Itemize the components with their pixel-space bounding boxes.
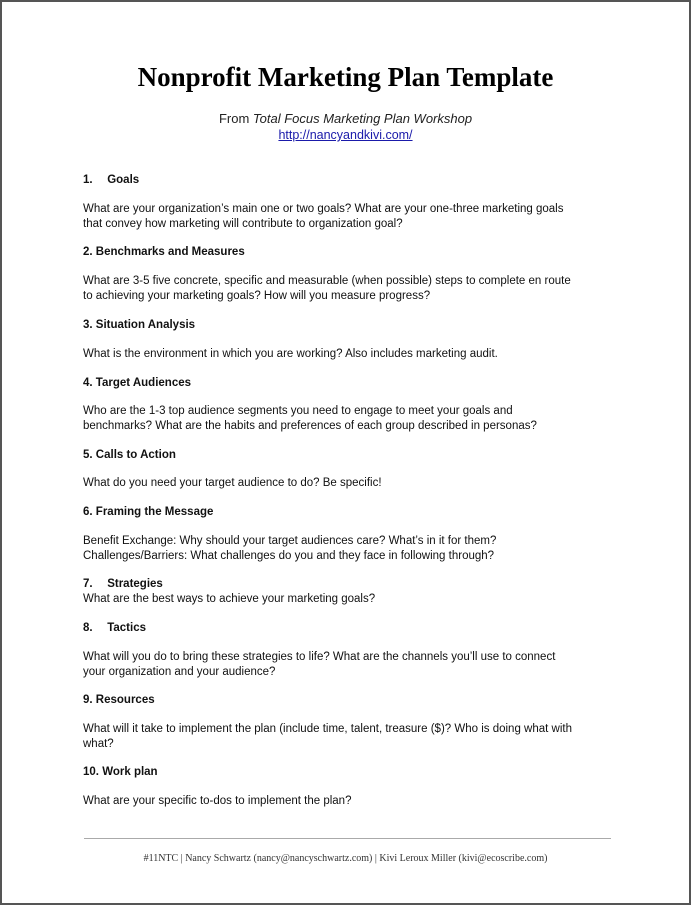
section-heading-tactics <box>83 622 146 634</box>
section-number: 9. <box>83 694 93 706</box>
section-body-target-audiences <box>83 404 618 433</box>
section-title: Target Audiences <box>95 377 192 389</box>
section-number: 6. <box>83 506 93 518</box>
page-title: Nonprofit Marketing Plan Template <box>137 62 554 92</box>
section-heading-work-plan <box>83 766 158 778</box>
section-heading-situation-analysis <box>83 319 195 331</box>
section-title: Work plan <box>102 766 158 778</box>
body-line: What are 3-5 five concrete, specific and measurable (when possible) steps to complete en route <box>83 275 571 287</box>
section-body-resources <box>83 722 618 751</box>
body-line: to achieving your marketing goals? How will you measure progress? <box>83 289 431 302</box>
body-line: What are your organization’s main one or two goals? What are your one-three marketing goals <box>83 203 564 215</box>
body-line: What is the environment in which you are working? Also includes marketing audit. <box>83 348 498 360</box>
section-title: Situation Analysis <box>95 319 196 331</box>
section-body-situation-analysis <box>83 347 618 362</box>
body-line: What are your specific to-dos to implement the plan? <box>83 795 352 807</box>
body-line: Benefit Exchange: Why should your target audiences care? What’s in it for them? <box>83 535 497 547</box>
source-prefix: From <box>218 111 253 126</box>
section-body-benchmarks <box>83 274 618 303</box>
section-heading-framing-the-message <box>83 506 213 518</box>
source-line <box>2 111 689 126</box>
section-body-calls-to-action <box>83 476 618 491</box>
section-body-tactics <box>83 650 618 679</box>
section-body-strategies <box>83 592 618 607</box>
section-title: Tactics <box>107 622 146 634</box>
body-line: What will you do to bring these strategies to life? What are the channels you’ll use to connect <box>83 651 556 663</box>
workshop-name: Total Focus Marketing Plan Workshop <box>252 111 473 126</box>
section-title: Strategies <box>107 578 163 590</box>
section-number: 4. <box>83 377 93 389</box>
section-heading-target-audiences <box>83 377 191 389</box>
section-number: 5. <box>83 449 93 461</box>
section-title: Framing the Message <box>95 506 214 518</box>
website-link[interactable]: http://nancyandkivi.com/ <box>278 128 413 142</box>
section-body-framing-the-message <box>83 534 618 563</box>
section-heading-strategies <box>83 578 163 590</box>
body-line: Challenges/Barriers: What challenges do you and they face in following through? <box>83 549 495 562</box>
body-line: benchmarks? What are the habits and preferences of each group described in personas? <box>83 419 537 432</box>
section-body-work-plan <box>83 794 618 809</box>
body-line: What are the best ways to achieve your marketing goals? <box>83 593 376 605</box>
body-line: Who are the 1-3 top audience segments you need to engage to meet your goals and <box>83 405 513 417</box>
section-heading-goals <box>83 174 139 186</box>
section-title: Calls to Action <box>95 449 176 461</box>
body-line: What will it take to implement the plan (include time, talent, treasure ($)? Who is doing what with <box>83 723 572 735</box>
section-number: 3. <box>83 319 93 331</box>
section-title: Resources <box>95 694 155 706</box>
section-number: 10. <box>83 766 99 778</box>
section-heading-calls-to-action <box>83 449 176 461</box>
page-footer: #11NTC | Nancy Schwartz (nancy@nancyschwartz.com) | Kivi Leroux Miller (kivi@ecoscribe.com) <box>143 853 548 864</box>
body-line: what? <box>83 737 114 750</box>
body-line: What do you need your target audience to do? Be specific! <box>83 477 382 489</box>
section-number: 2. <box>83 246 93 258</box>
body-line: your organization and your audience? <box>83 665 276 678</box>
section-number: 7. <box>83 578 93 590</box>
section-title: Benchmarks and Measures <box>95 246 245 258</box>
section-number: 8. <box>83 622 93 634</box>
section-title: Goals <box>107 174 140 186</box>
section-body-goals <box>83 202 618 231</box>
section-heading-resources <box>83 694 155 706</box>
body-line: that convey how marketing will contribute to organization goal? <box>83 217 403 230</box>
footer-divider <box>84 838 611 839</box>
source-link-line <box>2 128 689 142</box>
section-heading-benchmarks <box>83 246 245 258</box>
section-number: 1. <box>83 174 93 186</box>
